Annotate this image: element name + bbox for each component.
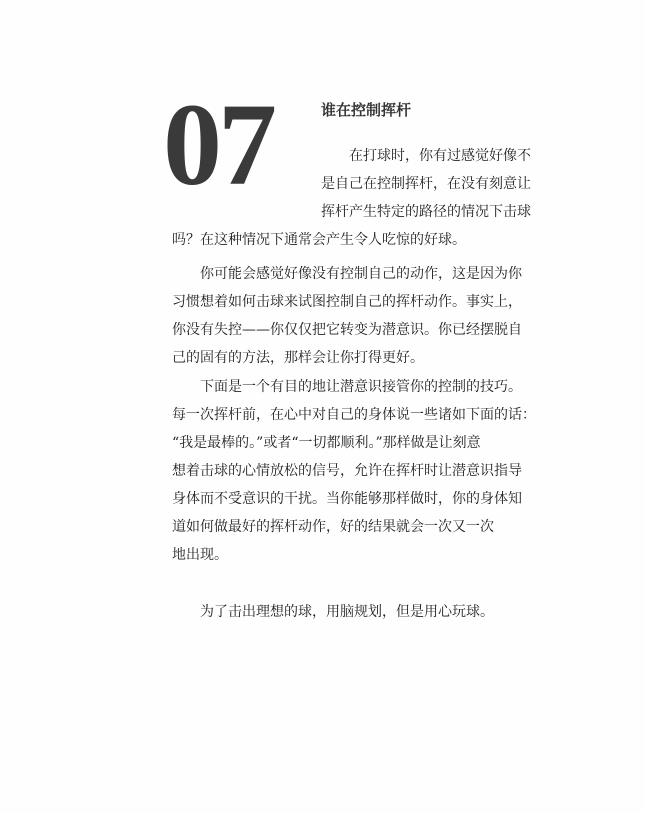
text-line: 想着击球的心情放松的信号，允许在挥杆时让潜意识指导 — [172, 463, 522, 479]
intro-line: 在打球时，你有过感觉好像不 — [349, 148, 531, 164]
text-line: 身体而不受意识的干扰。当你能够那样做时，你的身体知 — [172, 491, 522, 507]
text-line: 每一次挥杆前，在心中对自己的身体说一些诸如下面的话： — [172, 407, 536, 423]
paragraph-1 — [172, 260, 567, 372]
paragraph-2 — [172, 373, 567, 569]
intro-line: 挥杆产生特定的路径的情况下击球 — [321, 204, 531, 220]
text-line: 道如何做最好的挥杆动作，好的结果就会一次又一次 — [172, 519, 494, 535]
intro-paragraph-continuation — [172, 226, 567, 254]
intro-line: 是自己在控制挥杆，在没有刻意让 — [321, 176, 531, 192]
text-line: 你可能会感觉好像没有控制自己的动作，这是因为你 — [200, 266, 522, 282]
paragraph-3 — [172, 598, 567, 626]
text-line: 你没有失控——你仅仅把它转变为潜意识。你已经摆脱自 — [172, 322, 522, 338]
intro-line: 吗？在这种情况下通常会产生令人吃惊的好球。 — [172, 232, 466, 248]
text-line: “我是最棒的。”或者“一切都顺利。”那样做是让刻意 — [172, 435, 481, 451]
text-line: 己的固有的方法，那样会让你打得更好。 — [172, 350, 424, 366]
text-line: 为了击出理想的球，用脑规划，但是用心玩球。 — [200, 604, 494, 620]
text-line: 地出现。 — [172, 547, 228, 563]
chapter-number: 07 — [163, 79, 273, 210]
text-line: 下面是一个有目的地让潜意识接管你的控制的技巧。 — [200, 379, 522, 395]
intro-paragraph — [321, 142, 561, 226]
chapter-title: 谁在控制挥杆 — [321, 101, 412, 119]
text-line: 习惯想着如何击球来试图控制自己的挥杆动作。事实上， — [172, 294, 522, 310]
